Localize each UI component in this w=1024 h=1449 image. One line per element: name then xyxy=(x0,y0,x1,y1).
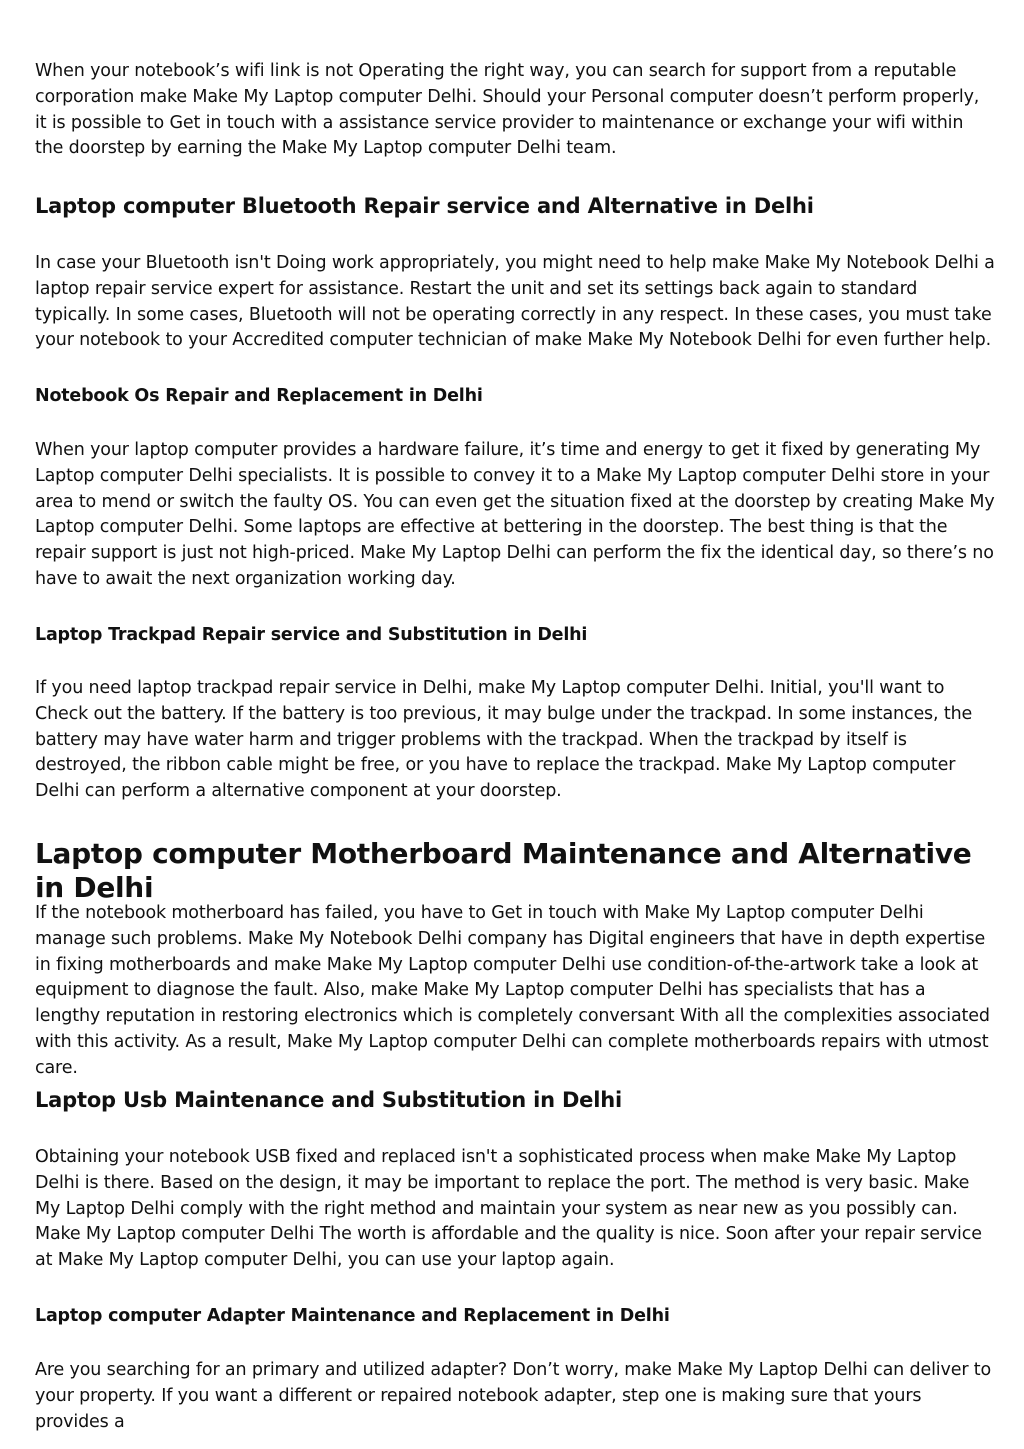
heading-os-repair: Notebook Os Repair and Replacement in Delhi xyxy=(35,386,483,406)
paragraph-wifi-intro: When your notebook’s wifi link is not Operating the right way, you can search for support from a reputable corporation make Make My Laptop computer Delhi. Should your Personal computer doesn’t perform properly, it is possible to Get in touch with a assistance service provider to maintenance or exchange your wifi within the doorstep by earning the Make My Laptop computer Delhi team. xyxy=(35,61,980,159)
paragraph-os-repair: When your laptop computer provides a hardware failure, it’s time and energy to get it fixed by generating My Laptop computer Delhi specialists. It is possible to convey it to a Make My Laptop computer Delhi store in your area to mend or switch the faulty OS. You can even get the situation fixed at the doorstep by creating Make My Laptop computer Delhi. Some laptops are effective at bettering in the doorstep. The best thing is that the repair support is just not high-priced. Make My Laptop Delhi can perform the fix the identical day, so there’s no have to await the next organization working day. xyxy=(35,440,995,589)
paragraph-motherboard: If the notebook motherboard has failed, you have to Get in touch with Make My Laptop computer Delhi manage such problems. Make My Notebook Delhi company has Digital engineers that have in depth expertise in fixing motherboards and make Make My Laptop computer Delhi use condition-of-the-artwork take a look at equipment to diagnose the fault. Also, make Make My Laptop computer Delhi has specialists that has a lengthy reputation in restoring electronics which is completely conversant With all the complexities associated with this activity. As a result, Make My Laptop computer Delhi can complete motherboards repairs with utmost care. xyxy=(35,903,990,1078)
heading-adapter: Laptop computer Adapter Maintenance and Replacement in Delhi xyxy=(35,1306,670,1326)
heading-usb: Laptop Usb Maintenance and Substitution in Delhi xyxy=(35,1088,622,1112)
heading-trackpad: Laptop Trackpad Repair service and Substitution in Delhi xyxy=(35,625,588,645)
heading-bluetooth: Laptop computer Bluetooth Repair service and Alternative in Delhi xyxy=(35,194,814,218)
paragraph-usb: Obtaining your notebook USB fixed and replaced isn't a sophisticated process when make Make My Laptop Delhi is there. Based on the design, it may be important to replace the port. The method is very basic. Make My Laptop Delhi comply with the right method and maintain your system as near new as you possibly can. Make My Laptop computer Delhi The worth is affordable and the quality is nice. Soon after your repair service at Make My Laptop computer Delhi, you can use your laptop again. xyxy=(35,1147,982,1271)
heading-motherboard: Laptop computer Motherboard Maintenance and Alternative in Delhi xyxy=(35,837,972,904)
paragraph-adapter: Are you searching for an primary and utilized adapter? Don’t worry, make Make My Laptop Delhi can deliver to your property. If you want a different or repaired notebook adapter, step one is making sure that yours provides a xyxy=(35,1360,992,1432)
paragraph-bluetooth: In case your Bluetooth isn't Doing work appropriately, you might need to help make Make My Notebook Delhi a laptop repair service expert for assistance. Restart the unit and set its settings back again to standard typically. In some cases, Bluetooth will not be operating correctly in any respect. In these cases, you must take your notebook to your Accredited computer technician of make Make My Notebook Delhi for even further help. xyxy=(35,253,995,351)
paragraph-trackpad: If you need laptop trackpad repair service in Delhi, make My Laptop computer Delhi. Initial, you'll want to Check out the battery. If the battery is too previous, it may bulge under the trackpad. In some instances, the battery may have water harm and trigger problems with the trackpad. When the trackpad by itself is destroyed, the ribbon cable might be free, or you have to replace the trackpad. Make My Laptop computer Delhi can perform a alternative component at your doorstep. xyxy=(35,678,973,802)
